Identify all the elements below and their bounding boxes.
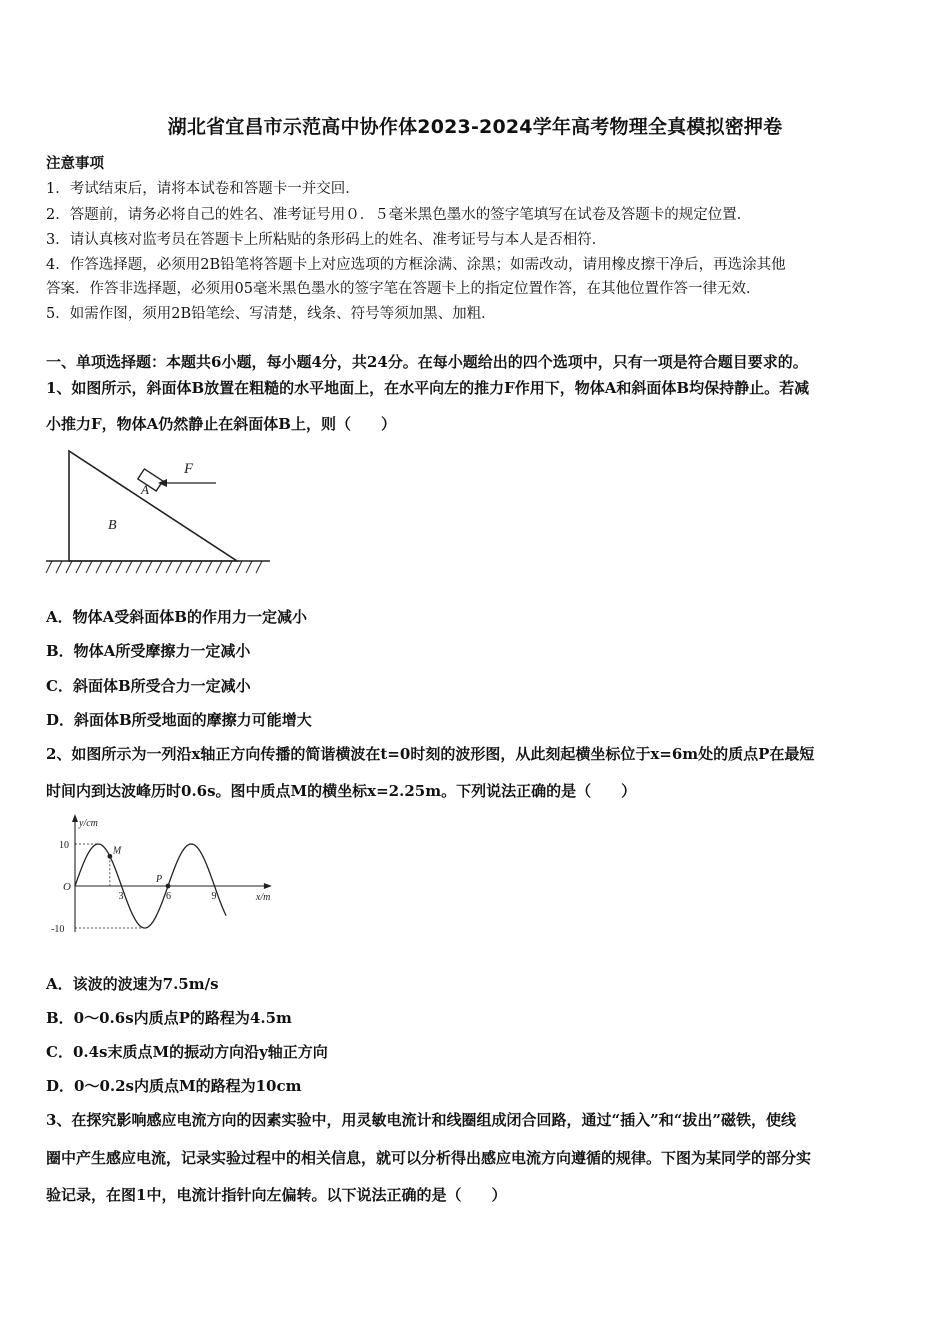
q1-stem-line1: 1、如图所示，斜面体B放置在粗糙的水平地面上，在水平向左的推力F作用下，物体A和斜面体B均保持静止。若减 (46, 379, 810, 397)
q3-stem-line2: 圈中产生感应电流，记录实验过程中的相关信息，就可以分析得出感应电流方向遵循的规律。下图为某同学的部分实 (46, 1149, 812, 1167)
q1-option-b: B．物体A所受摩擦力一定减小 (46, 642, 251, 660)
q2-option-a: A．该波的波速为7.5m/s (46, 975, 219, 993)
notice-item: 3．请认真核对监考员在答题卡上所粘贴的条形码上的姓名、准考证号与本人是否相符． (46, 232, 607, 248)
ground-hatching (46, 561, 262, 573)
y-tick-label: -10 (51, 924, 65, 935)
point-label: M (112, 845, 122, 857)
exam-title: 湖北省宜昌市示范高中协作体2023-2024学年高考物理全真模拟密押卷 (167, 116, 783, 138)
point-label: P (156, 874, 163, 885)
origin-label: O (63, 881, 71, 893)
q2-wave-chart (44, 812, 284, 944)
x-tick-label: 3 (118, 891, 124, 902)
q2-option-d: D．0～0.2s内质点M的路程为10cm (46, 1077, 302, 1095)
y-tick-label: 10 (59, 840, 69, 851)
q2-stem-line1: 2、如图所示为一列沿x轴正方向传播的简谐横波在t=0时刻的波形图，从此刻起横坐标位于x=6m处的质点P在最短 (46, 745, 815, 763)
x-tick-label: 9 (211, 891, 217, 902)
notice-item: 4．作答选择题，必须用2B铅笔将答题卡上对应选项的方框涂满、涂黑；如需改动，请用橡皮擦干净后，再选涂其他 (46, 257, 786, 273)
notice-item: 5．如需作图，须用2B铅笔绘、写清楚，线条、符号等须加黑、加粗． (46, 306, 496, 322)
x-axis-arrow (264, 883, 272, 889)
section-heading: 一、单项选择题：本题共6小题，每小题4分，共24分。在每小题给出的四个选项中，只有一项是符合题目要求的。 (46, 353, 808, 371)
q1-incline-figure (44, 445, 274, 580)
incline-body-b (69, 451, 237, 561)
notice-item: 2．答题前，请务必将自己的姓名、准考证号用０．５毫米黑色墨水的签字笔填写在试卷及答题卡的规定位置． (46, 207, 752, 223)
q3-stem-line1: 3、在探究影响感应电流方向的因素实验中，用灵敏电流计和线圈组成闭合回路，通过“插入”和“拔出”磁铁，使线 (46, 1111, 796, 1129)
q3-stem-line3: 验记录，在图1中，电流计指针向左偏转。以下说法正确的是（ ） (46, 1186, 507, 1204)
label-a: A (141, 482, 149, 497)
q2-option-b: B．0～0.6s内质点P的路程为4.5m (46, 1009, 292, 1027)
notice-heading: 注意事项 (46, 155, 104, 172)
q2-option-c: C．0.4s末质点M的振动方向沿y轴正方向 (46, 1043, 328, 1061)
q1-option-a: A．物体A受斜面体B的作用力一定减小 (46, 608, 307, 626)
x-axis-label: x/m (255, 892, 271, 903)
notice-item: 答案．作答非选择题，必须用05毫米黑色墨水的签字笔在答题卡上的指定位置作答，在其他位置作答一律无效． (46, 281, 761, 297)
x-tick-label: 6 (166, 891, 171, 902)
q1-option-d: D．斜面体B所受地面的摩擦力可能增大 (46, 711, 312, 729)
point-p (166, 884, 171, 889)
q1-option-c: C．斜面体B所受合力一定减小 (46, 677, 251, 695)
q1-stem-line2: 小推力F，物体A仍然静止在斜面体B上，则（ ） (46, 415, 396, 433)
label-f: F (184, 461, 194, 477)
q2-stem-line2: 时间内到达波峰历时0.6s。图中质点M的横坐标x=2.25m。下列说法正确的是（ ） (46, 782, 637, 800)
notice-item: 1．考试结束后，请将本试卷和答题卡一并交回． (46, 181, 360, 197)
y-axis-label: y/cm (79, 818, 98, 829)
y-axis-arrow (72, 814, 78, 822)
label-b: B (108, 518, 117, 533)
